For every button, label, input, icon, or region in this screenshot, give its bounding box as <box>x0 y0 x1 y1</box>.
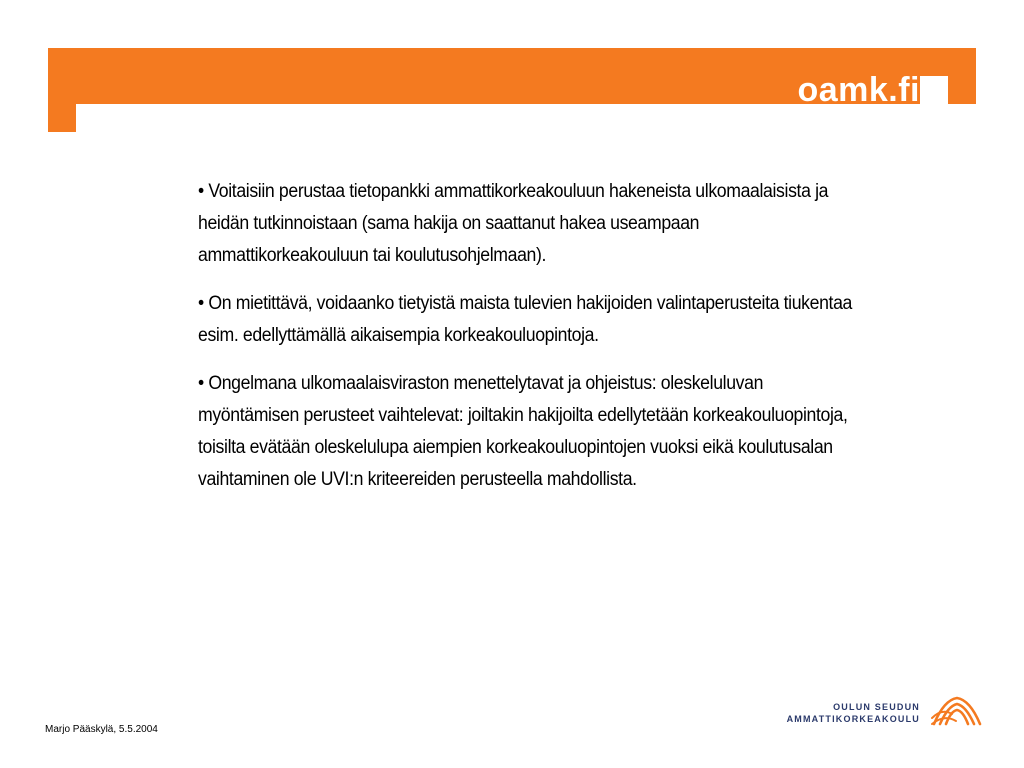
slide-content <box>198 176 858 512</box>
bullet-item: • Voitaisiin perustaa tietopankki ammattikorkeakouluun hakeneista ulkomaalaisista ja heidän tutkinnoistaan (sama hakija on saattanut hakea useampaan ammattikorkeakouluun tai koulutusohjelmaan). <box>198 181 829 266</box>
header-banner-left-tab <box>48 104 76 132</box>
brand-url: oamk.fi <box>797 71 920 109</box>
header-banner-right-tab <box>948 76 976 104</box>
school-name-line2: AMMATTIKORKEAKOULU <box>786 714 920 724</box>
bullet-item: • Ongelmana ulkomaalaisviraston menettelytavat ja ohjeistus: oleskeluluvan myöntämisen perusteet vaihtelevat: joiltakin hakijoilta edellytetään korkeakouluopintoja, toisilta evätään oleskelulupa aiempien korkeakouluopintojen vuoksi eikä koulutusalan vaihtaminen ole UVI:n kriteereiden perusteella mahdollista. <box>198 373 848 490</box>
school-name-line1: OULUN SEUDUN <box>833 702 920 712</box>
school-name <box>760 701 920 725</box>
header-banner-notch <box>920 76 948 104</box>
bullet-item: • On mietittävä, voidaanko tietyistä maista tulevien hakijoiden valintaperusteita tiukentaa esim. edellyttämällä aikaisempia korkeakouluopintoja. <box>198 293 852 346</box>
oamk-arc-logo-icon <box>930 694 984 728</box>
footer-author-date: Marjo Pääskylä, 5.5.2004 <box>45 724 158 735</box>
